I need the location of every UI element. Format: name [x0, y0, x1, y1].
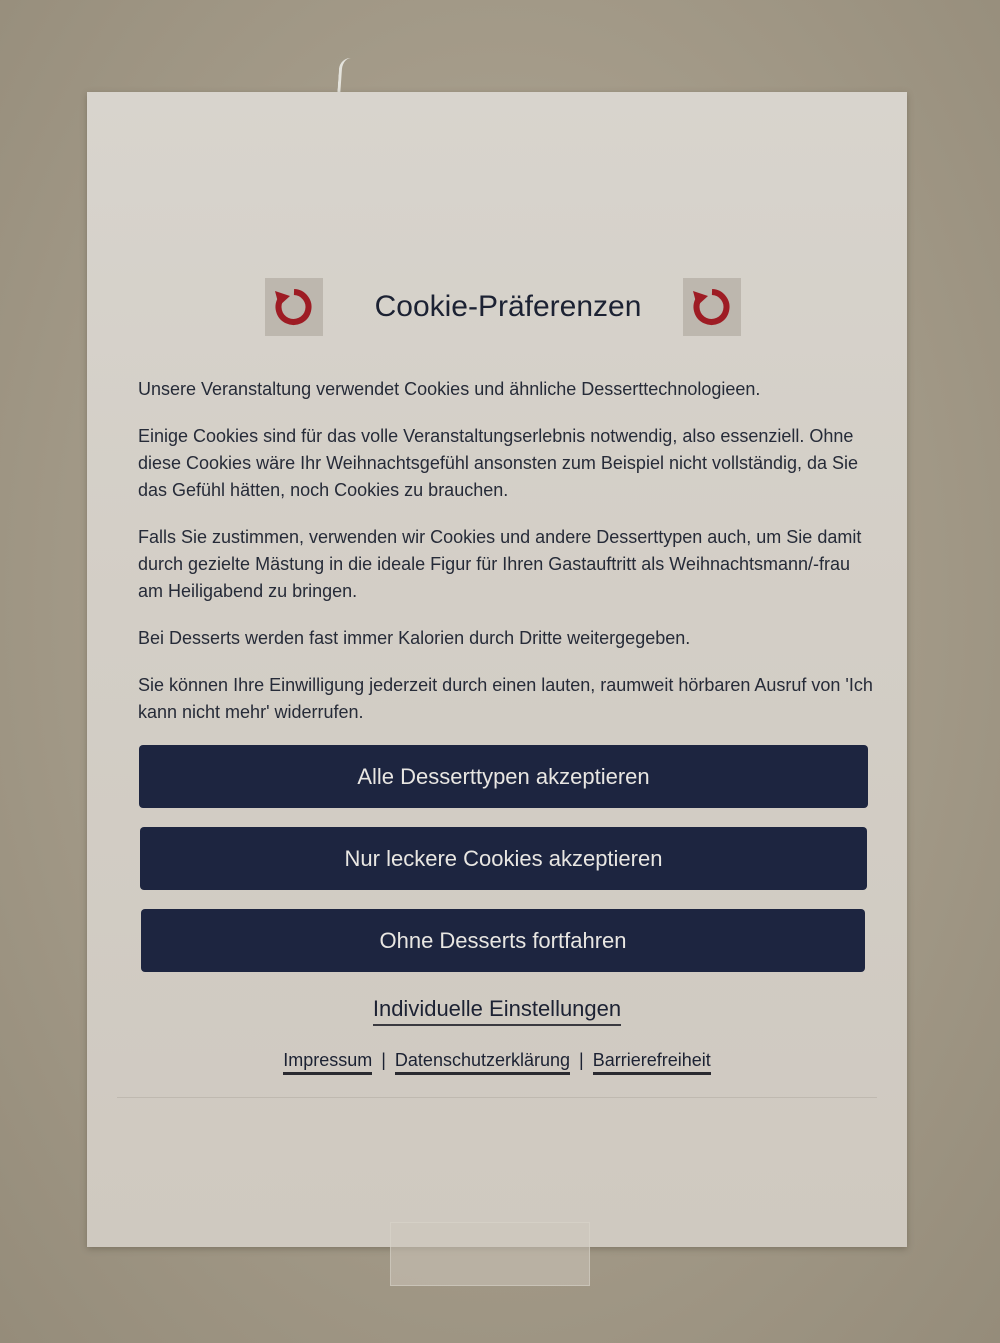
refresh-icon — [683, 278, 741, 336]
accept-all-button[interactable]: Alle Desserttypen akzeptieren — [139, 745, 868, 808]
accept-cookies-button[interactable]: Nur leckere Cookies akzeptieren — [140, 827, 867, 890]
page-title: Cookie-Präferenzen — [374, 290, 642, 323]
link-separator: | — [579, 1050, 584, 1070]
decline-button[interactable]: Ohne Desserts fortfahren — [141, 909, 865, 972]
consent-text — [138, 376, 873, 746]
individual-settings-link[interactable]: Individuelle Einstellungen — [373, 996, 621, 1026]
impressum-link[interactable]: Impressum — [283, 1050, 372, 1075]
dialog-header — [265, 278, 745, 338]
accessibility-link[interactable]: Barrierefreiheit — [593, 1050, 711, 1075]
link-separator: | — [381, 1050, 386, 1070]
divider — [117, 1097, 877, 1098]
individual-settings — [87, 996, 907, 1022]
third-party-paragraph: Bei Desserts werden fast immer Kalorien durch Dritte weitergegeben. — [138, 628, 691, 648]
footer-links — [87, 1050, 907, 1071]
privacy-link[interactable]: Datenschutzerklärung — [395, 1050, 570, 1075]
tape-strip — [390, 1222, 590, 1286]
revoke-paragraph: Sie können Ihre Einwilligung jederzeit durch einen lauten, raumweit hörbaren Ausruf von 'Ich kann nicht mehr' widerrufen. — [138, 675, 873, 722]
purpose-paragraph: Falls Sie zustimmen, verwenden wir Cookies und andere Desserttypen auch, um Sie damit durch gezielte Mästung in die ideale Figur für Ihren Gastauftritt als Weihnachtsmann/-frau am Heiligabend zu bringen. — [138, 527, 862, 601]
essential-paragraph: Einige Cookies sind für das volle Veranstaltungserlebnis notwendig, also essenziell. Ohne diese Cookies wäre Ihr Weihnachtsgefühl ansonsten zum Beispiel nicht vollständig, da Sie das Gefühl hätten, noch Cookies zu brauchen. — [138, 426, 859, 500]
cookie-consent-poster — [87, 92, 907, 1247]
intro-paragraph: Unsere Veranstaltung verwendet Cookies und ähnliche Desserttechnologieen. — [138, 379, 761, 399]
refresh-icon — [265, 278, 323, 336]
